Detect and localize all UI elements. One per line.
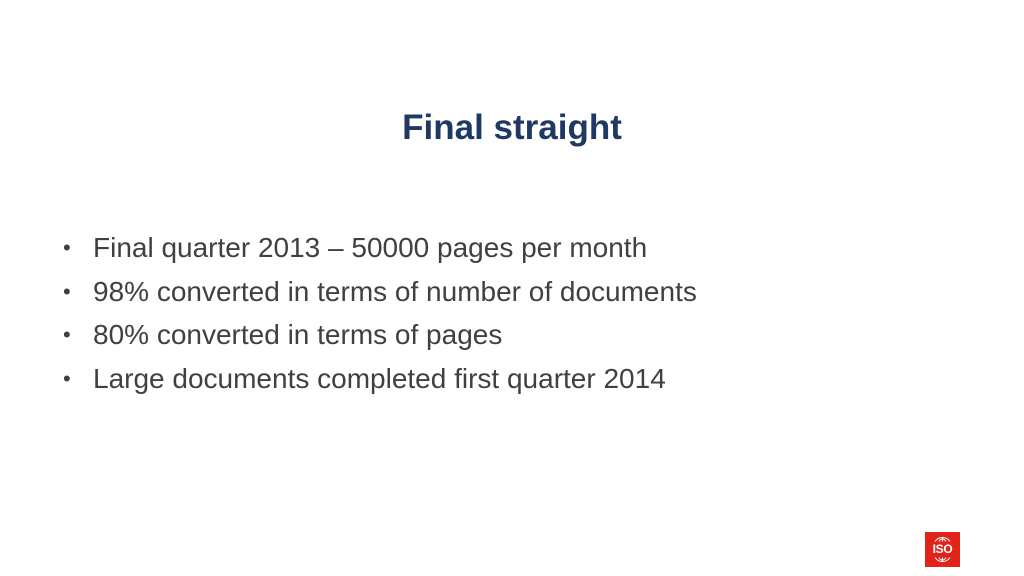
bullet-item [63,226,697,270]
bullet-item [63,313,697,357]
bullet-list [63,226,697,400]
logo-text: ISO [932,542,953,556]
bullet-text: Final quarter 2013 – 50000 pages per month [93,232,648,263]
iso-logo-icon [925,532,960,567]
bullet-icon: • [63,322,71,347]
bullet-icon: • [63,365,71,391]
bullet-item [63,357,697,401]
bullet-text: 98% converted in terms of number of documents [93,275,697,307]
bullet-text: Large documents completed first quarter 2014 [93,362,666,394]
bullet-icon: • [63,278,71,304]
slide-title: Final straight [402,108,622,147]
bullet-icon: • [63,235,71,260]
bullet-text: 80% converted in terms of pages [93,319,503,350]
bullet-item [63,270,697,314]
